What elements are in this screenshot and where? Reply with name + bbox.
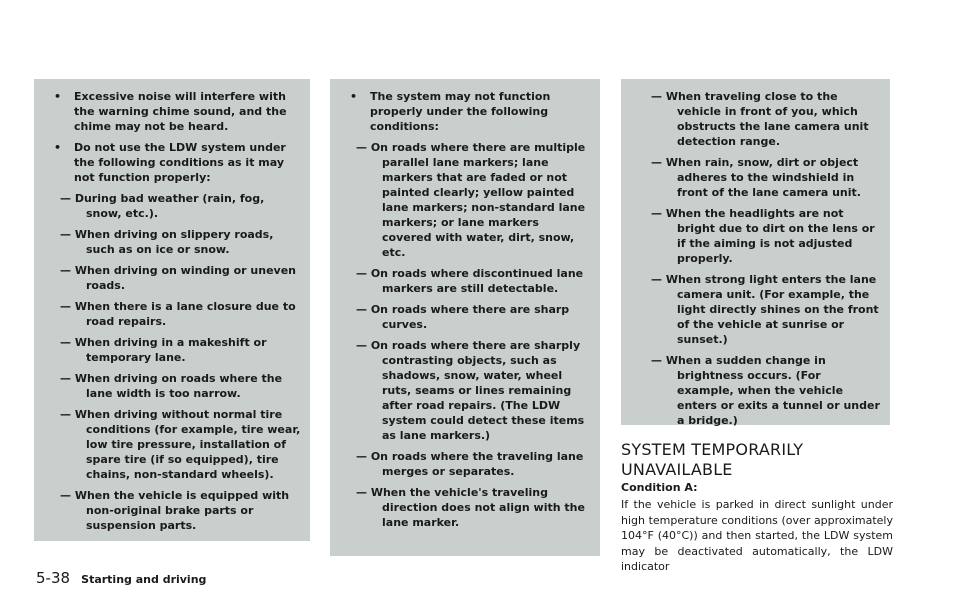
sub-item: — When a sudden change in brightness occurs. (For example, when the vehicle enters or exits a tunnel or under a bridge.) [651, 354, 880, 427]
condition-label: Condition A: [621, 481, 698, 494]
sub-item: — When driving on winding or uneven roads. [60, 264, 297, 292]
sub-item: — When strong light enters the lane camera unit. (For example, the light directly shines on the front of the vehicle at sunrise or sunset.) [651, 273, 879, 346]
caution-box-right [621, 79, 890, 425]
sub-item: — When rain, snow, dirt or object adheres to the windshield in front of the lane camera unit. [651, 156, 861, 199]
sub-item: — On roads where discontinued lane markers are still detectable. [356, 267, 584, 295]
sub-item: — When driving in a makeshift or temporary lane. [60, 336, 267, 364]
section-title: Starting and driving [81, 573, 207, 586]
body-paragraph: If the vehicle is parked in direct sunlight under high temperature conditions (over approximately 104°F (40°C)) and then started, the LDW system may be deactivated automatically, the LDW indicator [621, 498, 893, 573]
bullet-dot: • [54, 90, 62, 103]
sub-item: — During bad weather (rain, fog, snow, etc.). [60, 192, 265, 220]
sub-item: — When driving on roads where the lane width is too narrow. [60, 372, 283, 400]
bullet-item: • Excessive noise will interfere with the warning chime sound, and the chime may not be heard. [44, 89, 302, 134]
sub-item: — When the vehicle is equipped with non-original brake parts or suspension parts. [60, 489, 290, 532]
bullet-item: • The system may not function properly under the following conditions: [340, 89, 592, 134]
page-number: 5-38 [36, 569, 71, 587]
bullet-item: • Do not use the LDW system under the following conditions as it may not function properly: [44, 140, 302, 185]
caution-box-left [34, 79, 310, 541]
caution-box-middle [330, 79, 600, 556]
sub-item: — On roads where there are sharp curves. [356, 303, 570, 331]
page-footer [36, 568, 206, 587]
sub-item: — When the vehicle's traveling direction does not align with the lane marker. [356, 486, 585, 529]
sub-item: — On roads where there are multiple parallel lane markers; lane markers that are faded or not painted clearly; yellow painted lane markers; non-standard lane markers; or lane markers covered with water, dirt, snow, etc. [356, 141, 586, 259]
sub-item: — When traveling close to the vehicle in front of you, which obstructs the lane camera unit detection range. [651, 90, 869, 148]
bullet-dot: • [54, 141, 62, 154]
sub-item: — When driving without normal tire conditions (for example, tire wear, low tire pressure, installation of spare tire (if so equipped), tire chains, non-standard wheels). [60, 408, 301, 481]
sub-item: — When the headlights are not bright due to dirt on the lens or if the aiming is not adjusted properly. [651, 207, 875, 265]
sub-item: — When there is a lane closure due to road repairs. [60, 300, 296, 328]
sub-item: — When driving on slippery roads, such as on ice or snow. [60, 228, 274, 256]
section-heading: SYSTEM TEMPORARILY UNAVAILABLE [621, 440, 804, 479]
sub-item: — On roads where there are sharply contrasting objects, such as shadows, snow, water, wheel ruts, seams or lines remaining after road repairs. (The LDW system could detect these items as lane markers.) [356, 339, 585, 442]
sub-item: — On roads where the traveling lane merges or separates. [356, 450, 584, 478]
bullet-dot: • [350, 90, 358, 103]
